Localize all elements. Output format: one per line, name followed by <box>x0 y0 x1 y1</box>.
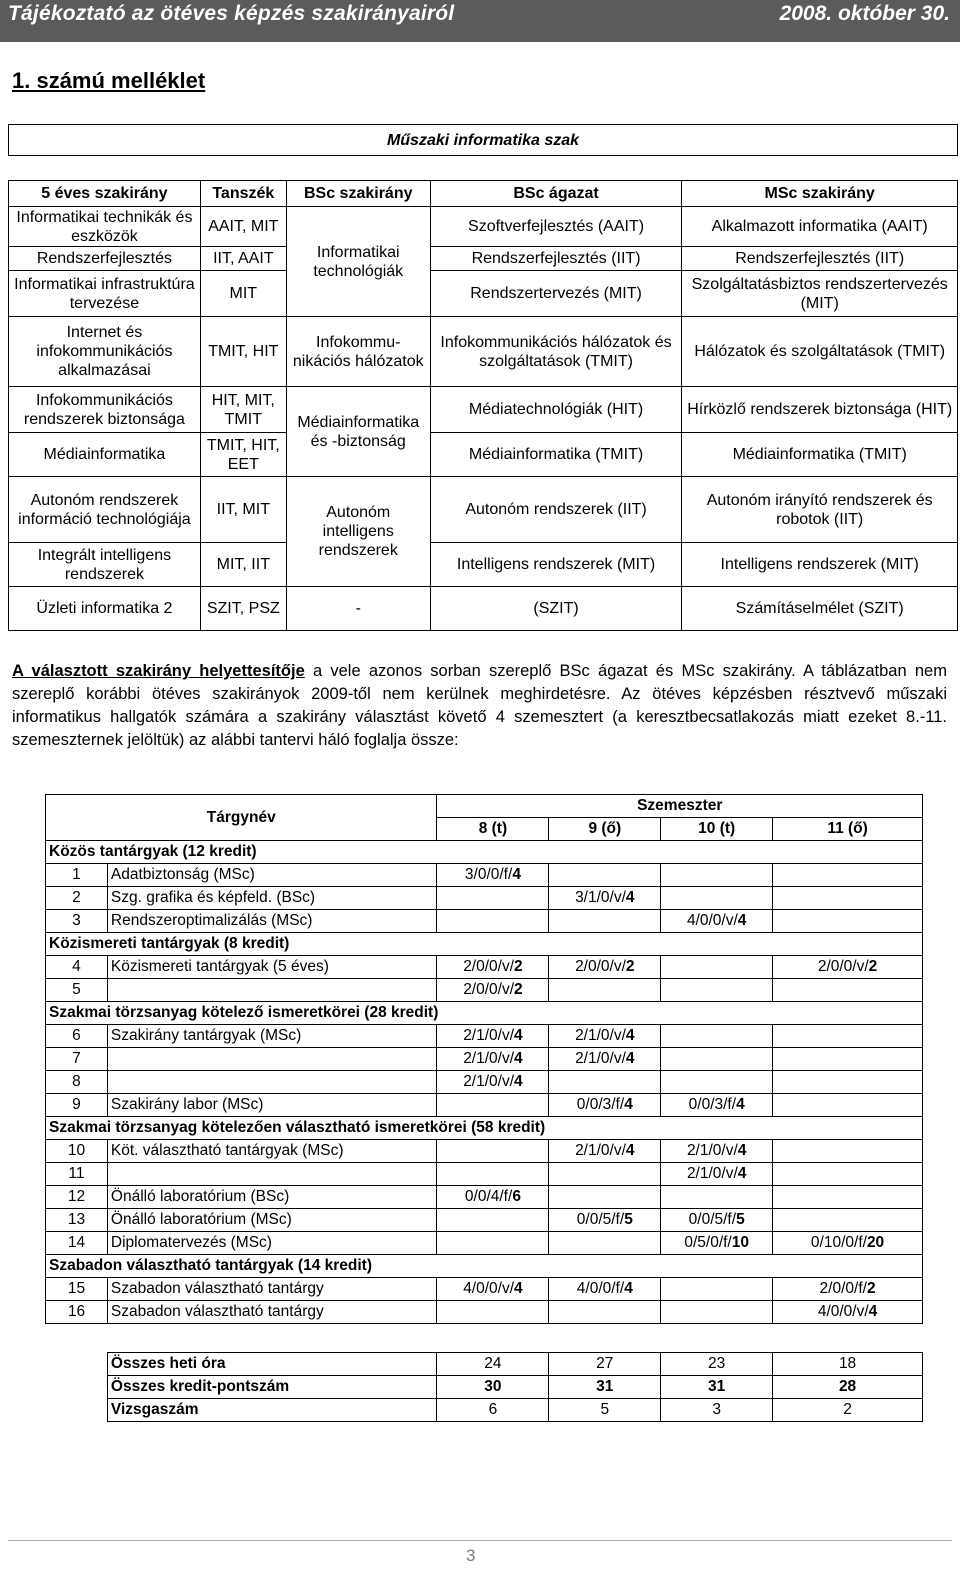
subject-name <box>107 1163 437 1186</box>
semester-cell: 3/0/0/f/4 <box>437 864 549 887</box>
row-number: 5 <box>46 979 108 1002</box>
row-number: 13 <box>46 1209 108 1232</box>
semester-cell: 2/1/0/v/4 <box>549 1140 661 1163</box>
semester-cell: 4/0/0/f/4 <box>549 1278 661 1301</box>
group-title-row <box>46 1255 923 1278</box>
semester-cell <box>437 1163 549 1186</box>
subject-name-header: Tárgynév <box>46 795 437 841</box>
subject-name: Önálló laboratórium (MSc) <box>107 1209 437 1232</box>
row-number: 6 <box>46 1025 108 1048</box>
table-cell: IIT, AAIT <box>200 247 286 271</box>
semester-cell: 2/0/0/v/2 <box>773 956 923 979</box>
bsc-group-cell: Autonóm intelligens rendszerek <box>286 477 430 587</box>
table-row <box>46 1186 923 1209</box>
col-header-bsc-agazat: BSc ágazat <box>430 181 682 207</box>
semester-cell <box>437 1232 549 1255</box>
totals-value: 6 <box>437 1399 549 1422</box>
semester-cell: 3/1/0/v/4 <box>549 887 661 910</box>
totals-value: 2 <box>773 1399 923 1422</box>
subject-name: Szabadon választható tantárgy <box>107 1301 437 1324</box>
spacer-cell <box>46 1324 923 1353</box>
table-cell: Autonóm rendszerek (IIT) <box>430 477 682 543</box>
table-cell: AAIT, MIT <box>200 207 286 247</box>
table-cell: IIT, MIT <box>200 477 286 543</box>
semester-cell: 0/5/0/f/10 <box>661 1232 773 1255</box>
semester-cell <box>437 1301 549 1324</box>
semester-cell <box>661 1048 773 1071</box>
table-row <box>46 1071 923 1094</box>
group-title-row <box>46 841 923 864</box>
semester-cell: 2/1/0/v/4 <box>661 1140 773 1163</box>
semester-cell: 4/0/0/v/4 <box>773 1301 923 1324</box>
table-cell: Médiainformatika <box>9 433 201 477</box>
table-row <box>46 1094 923 1117</box>
semester-cell: 2/1/0/v/4 <box>437 1048 549 1071</box>
totals-value: 27 <box>549 1353 661 1376</box>
bsc-group-cell: Informatikai technológiák <box>286 207 430 317</box>
curriculum-table <box>45 794 923 1422</box>
totals-row <box>46 1399 923 1422</box>
table-cell: TMIT, HIT, EET <box>200 433 286 477</box>
table-row <box>46 1140 923 1163</box>
subject-name: Közismereti tantárgyak (5 éves) <box>107 956 437 979</box>
semester-cell: 2/0/0/v/2 <box>437 956 549 979</box>
row-number: 11 <box>46 1163 108 1186</box>
specialization-table <box>8 124 958 631</box>
table-cell: HIT, MIT, TMIT <box>200 387 286 433</box>
table-cell: Rendszerfejlesztés (IIT) <box>682 247 958 271</box>
semester-label: 11 (ő) <box>773 818 923 841</box>
semester-cell: 2/1/0/v/4 <box>549 1048 661 1071</box>
semester-cell <box>549 979 661 1002</box>
table-cell: Médiainformatika (TMIT) <box>430 433 682 477</box>
table-cell: Rendszertervezés (MIT) <box>430 271 682 317</box>
totals-value: 3 <box>661 1399 773 1422</box>
semester-cell <box>661 1071 773 1094</box>
group-title: Szabadon választható tantárgyak (14 kredit) <box>46 1255 923 1278</box>
paragraph-text: a vele azonos sorban szereplő BSc ágazat és MSc szakirány. A táblázatban nem szereplő korábbi ötéves szakirányok 2009-től nem kerülnek meghirdetésre. Az ötéves képzésben résztvevő műszaki informatikus hallgatók számára a szakirány választást követő 4 szemesztert (a keresztbecsatlakozás miatt ezeket 8.-11. szemeszternek jelöltük) az alábbi tantervi háló foglalja össze: <box>12 662 947 749</box>
semester-cell <box>437 1094 549 1117</box>
totals-row <box>46 1353 923 1376</box>
col-header-bsc-szakirany: BSc szakirány <box>286 181 430 207</box>
table-cell: Számításelmélet (SZIT) <box>682 587 958 631</box>
spacer-row <box>46 1324 923 1353</box>
subject-name: Szakirány labor (MSc) <box>107 1094 437 1117</box>
table-cell: Intelligens rendszerek (MIT) <box>682 543 958 587</box>
subject-name: Köt. választható tantárgyak (MSc) <box>107 1140 437 1163</box>
row-number: 15 <box>46 1278 108 1301</box>
row-number: 14 <box>46 1232 108 1255</box>
paragraph-lead: A választott szakirány helyettesítője <box>12 662 305 680</box>
semester-cell <box>773 1025 923 1048</box>
semester-cell <box>773 1163 923 1186</box>
group-title: Közismereti tantárgyak (8 kredit) <box>46 933 923 956</box>
table-row <box>46 910 923 933</box>
document-header <box>0 0 960 42</box>
totals-value: 5 <box>549 1399 661 1422</box>
semester-label: 8 (t) <box>437 818 549 841</box>
semester-cell <box>549 864 661 887</box>
totals-row <box>46 1376 923 1399</box>
row-number: 7 <box>46 1048 108 1071</box>
subject-name: Adatbiztonság (MSc) <box>107 864 437 887</box>
group-title: Közös tantárgyak (12 kredit) <box>46 841 923 864</box>
semester-cell <box>661 887 773 910</box>
semester-cell <box>437 1140 549 1163</box>
table-cell: Autonóm irányító rendszerek és robotok (IIT) <box>682 477 958 543</box>
totals-value: 18 <box>773 1353 923 1376</box>
row-number: 1 <box>46 864 108 887</box>
group-title: Szakmai törzsanyag kötelezően választható ismeretkörei (58 kredit) <box>46 1117 923 1140</box>
table-cell: Internet és infokommunikációs alkalmazásai <box>9 317 201 387</box>
row-number: 2 <box>46 887 108 910</box>
table-cell: Infokommunikációs rendszerek biztonsága <box>9 387 201 433</box>
annex-title: 1. számú melléklet <box>12 68 206 93</box>
bsc-group-cell: Médiainformatika és -biztonság <box>286 387 430 477</box>
col-header-tanszek: Tanszék <box>200 181 286 207</box>
semester-cell: 4/0/0/v/4 <box>661 910 773 933</box>
table-cell: TMIT, HIT <box>200 317 286 387</box>
table-row <box>46 979 923 1002</box>
table-cell: Szoftverfejlesztés (AAIT) <box>430 207 682 247</box>
totals-label: Összes kredit-pontszám <box>107 1376 437 1399</box>
explanation-paragraph <box>12 660 947 752</box>
table-row <box>46 1163 923 1186</box>
semester-cell <box>661 864 773 887</box>
table-cell: Intelligens rendszerek (MIT) <box>430 543 682 587</box>
table-row <box>46 1209 923 1232</box>
semester-cell <box>661 956 773 979</box>
totals-value: 24 <box>437 1353 549 1376</box>
table-spacer <box>9 156 958 181</box>
semester-cell <box>773 1048 923 1071</box>
totals-value: 31 <box>661 1376 773 1399</box>
table-cell: Autonóm rendszerek információ technológiája <box>9 477 201 543</box>
table-cell: MIT <box>200 271 286 317</box>
semester-cell: 2/1/0/v/4 <box>661 1163 773 1186</box>
totals-label: Vizsgaszám <box>107 1399 437 1422</box>
semester-cell <box>549 1071 661 1094</box>
subject-name <box>107 1048 437 1071</box>
semester-cell: 0/0/3/f/4 <box>661 1094 773 1117</box>
semester-cell <box>773 1071 923 1094</box>
table-cell: Informatikai technikák és eszközök <box>9 207 201 247</box>
table-row <box>46 1301 923 1324</box>
totals-value: 28 <box>773 1376 923 1399</box>
semester-cell <box>437 887 549 910</box>
semester-cell <box>773 979 923 1002</box>
semester-cell: 2/1/0/v/4 <box>549 1025 661 1048</box>
semester-cell: 0/0/5/f/5 <box>549 1209 661 1232</box>
semester-cell: 0/0/3/f/4 <box>549 1094 661 1117</box>
semester-header: Szemeszter <box>437 795 923 818</box>
row-number: 12 <box>46 1186 108 1209</box>
bsc-group-cell: Infokommu-nikációs hálózatok <box>286 317 430 387</box>
semester-cell: 0/10/0/f/20 <box>773 1232 923 1255</box>
table-cell: Rendszerfejlesztés <box>9 247 201 271</box>
semester-cell: 2/1/0/v/4 <box>437 1025 549 1048</box>
table-row <box>46 1048 923 1071</box>
header-date: 2008. október 30. <box>779 2 950 25</box>
table-cell: Üzleti informatika 2 <box>9 587 201 631</box>
table-cell: Informatikai infrastruktúra tervezése <box>9 271 201 317</box>
footer-rule <box>8 1540 952 1541</box>
group-title-row <box>46 1002 923 1025</box>
table-cell: - <box>286 587 430 631</box>
semester-cell: 2/0/0/v/2 <box>437 979 549 1002</box>
row-number: 8 <box>46 1071 108 1094</box>
row-number: 10 <box>46 1140 108 1163</box>
group-title-row <box>46 933 923 956</box>
table-cell: Rendszerfejlesztés (IIT) <box>430 247 682 271</box>
table-cell: Integrált intelligens rendszerek <box>9 543 201 587</box>
subject-name: Önálló laboratórium (BSc) <box>107 1186 437 1209</box>
semester-cell <box>661 1186 773 1209</box>
semester-cell: 2/1/0/v/4 <box>437 1071 549 1094</box>
header-title: Tájékoztató az ötéves képzés szakirányairól <box>8 2 455 25</box>
semester-cell: 2/0/0/f/2 <box>773 1278 923 1301</box>
table-title: Műszaki informatika szak <box>9 125 958 156</box>
table-cell: MIT, IIT <box>200 543 286 587</box>
table-cell: Médiainformatika (TMIT) <box>682 433 958 477</box>
semester-cell <box>549 1232 661 1255</box>
row-number: 9 <box>46 1094 108 1117</box>
curriculum-header-row <box>46 795 923 818</box>
semester-cell <box>661 1278 773 1301</box>
semester-cell: 4/0/0/v/4 <box>437 1278 549 1301</box>
semester-cell <box>549 1186 661 1209</box>
semester-cell: 0/0/5/f/5 <box>661 1209 773 1232</box>
totals-blank <box>46 1399 108 1422</box>
totals-blank <box>46 1353 108 1376</box>
table-cell: SZIT, PSZ <box>200 587 286 631</box>
semester-cell <box>437 1209 549 1232</box>
col-header-msc-szakirany: MSc szakirány <box>682 181 958 207</box>
row-number: 4 <box>46 956 108 979</box>
page-number: 3 <box>466 1546 476 1565</box>
totals-value: 30 <box>437 1376 549 1399</box>
subject-name <box>107 979 437 1002</box>
table-cell: Infokommunikációs hálózatok és szolgáltatások (TMIT) <box>430 317 682 387</box>
semester-cell <box>773 1094 923 1117</box>
table-row <box>46 864 923 887</box>
totals-value: 31 <box>549 1376 661 1399</box>
semester-cell <box>773 887 923 910</box>
table-row <box>46 887 923 910</box>
subject-name: Szg. grafika és képfeld. (BSc) <box>107 887 437 910</box>
semester-cell <box>773 1140 923 1163</box>
group-title-row <box>46 1117 923 1140</box>
semester-cell <box>549 910 661 933</box>
semester-cell: 2/0/0/v/2 <box>549 956 661 979</box>
semester-cell <box>773 864 923 887</box>
semester-label: 10 (t) <box>661 818 773 841</box>
semester-cell <box>437 910 549 933</box>
table-row <box>46 1025 923 1048</box>
semester-cell <box>661 1301 773 1324</box>
subject-name: Rendszeroptimalizálás (MSc) <box>107 910 437 933</box>
totals-blank <box>46 1376 108 1399</box>
group-title: Szakmai törzsanyag kötelező ismeretkörei (28 kredit) <box>46 1002 923 1025</box>
subject-name: Szabadon választható tantárgy <box>107 1278 437 1301</box>
row-number: 16 <box>46 1301 108 1324</box>
table-cell: Médiatechnológiák (HIT) <box>430 387 682 433</box>
semester-cell <box>661 979 773 1002</box>
subject-name: Diplomatervezés (MSc) <box>107 1232 437 1255</box>
totals-label: Összes heti óra <box>107 1353 437 1376</box>
table-cell: (SZIT) <box>430 587 682 631</box>
semester-cell <box>773 1186 923 1209</box>
table-row <box>46 1278 923 1301</box>
col-header-szakirany: 5 éves szakirány <box>9 181 201 207</box>
semester-cell <box>661 1025 773 1048</box>
table-row <box>46 956 923 979</box>
semester-cell: 0/0/4/f/6 <box>437 1186 549 1209</box>
row-number: 3 <box>46 910 108 933</box>
semester-cell <box>773 1209 923 1232</box>
semester-cell <box>549 1301 661 1324</box>
subject-name: Szakirány tantárgyak (MSc) <box>107 1025 437 1048</box>
table-cell: Hálózatok és szolgáltatások (TMIT) <box>682 317 958 387</box>
table-cell: Hírközlő rendszerek biztonsága (HIT) <box>682 387 958 433</box>
semester-label: 9 (ő) <box>549 818 661 841</box>
table-row <box>46 1232 923 1255</box>
semester-cell <box>773 910 923 933</box>
totals-value: 23 <box>661 1353 773 1376</box>
semester-cell <box>549 1163 661 1186</box>
table-cell: Alkalmazott informatika (AAIT) <box>682 207 958 247</box>
table-cell: Szolgáltatásbiztos rendszertervezés (MIT) <box>682 271 958 317</box>
subject-name <box>107 1071 437 1094</box>
